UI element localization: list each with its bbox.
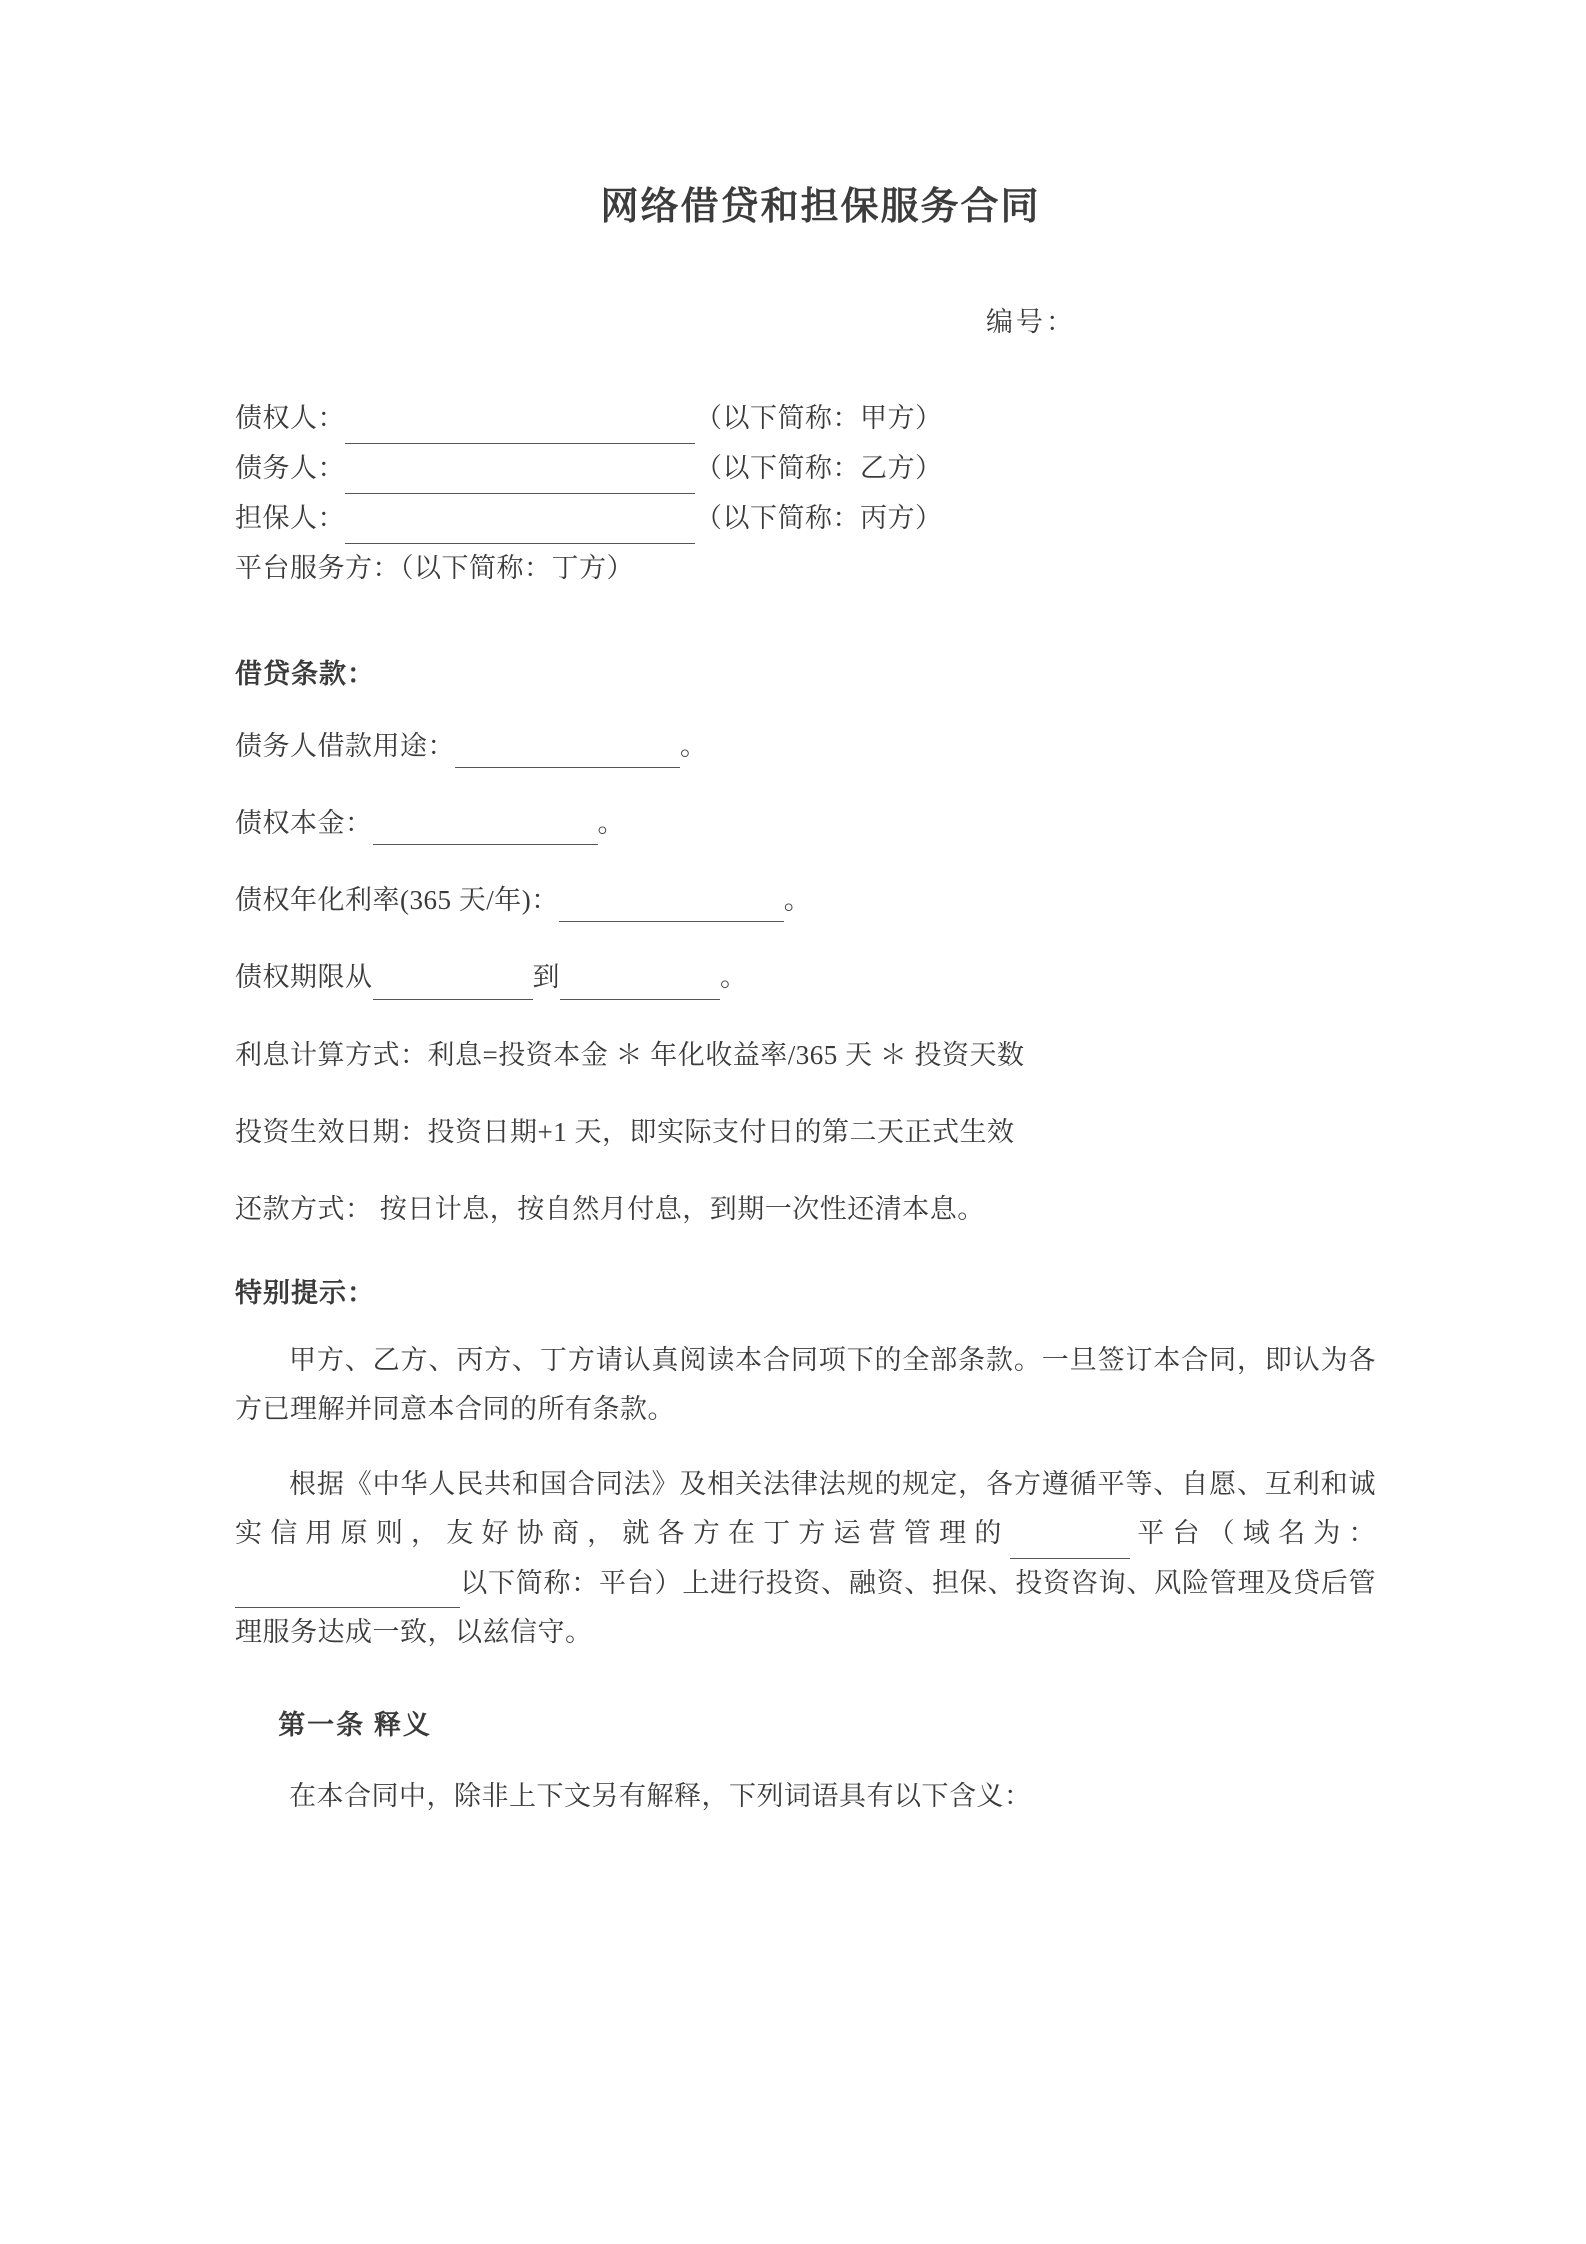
interest-rate-label: 债权年化利率(365 天/年)： xyxy=(235,885,559,916)
special-notice-paragraph-1: 甲方、乙方、丙方、丁方请认真阅读本合同项下的全部条款。一旦签订本合同，即认为各方已理解并同意本合同的所有条款。 xyxy=(235,1345,1376,1425)
period-start-blank[interactable] xyxy=(373,970,533,999)
notice-part-2: 平台（域名为： xyxy=(1129,1518,1377,1549)
effective-date-row: 投资生效日期：投资日期+1 天，即实际支付日的第二天正式生效 xyxy=(235,1116,1015,1147)
page-title: 网络借贷和担保服务合同 xyxy=(600,184,1041,228)
debtor-suffix: （以下简称：乙方） xyxy=(695,452,943,483)
special-notice-heading: 特别提示： xyxy=(235,1278,375,1309)
period-end-blank[interactable] xyxy=(560,970,720,999)
interest-calculation-row: 利息计算方式：利息=投资本金 ＊ 年化收益率/365 天 ＊ 投资天数 xyxy=(235,1039,1025,1070)
creditor-label: 债权人： xyxy=(235,403,345,433)
principal-row xyxy=(235,802,1376,845)
guarantor-row xyxy=(235,494,1376,544)
repayment-method-row: 还款方式： 按日计息，按自然月付息，到期一次性还清本息。 xyxy=(235,1193,985,1224)
loan-purpose-label: 债务人借款用途： xyxy=(235,730,455,761)
period-row xyxy=(235,956,1376,999)
debtor-input-blank[interactable] xyxy=(345,465,695,494)
interest-rate-row xyxy=(235,879,1376,922)
loan-purpose-suffix: 。 xyxy=(680,730,708,761)
principal-label: 债权本金： xyxy=(235,807,373,838)
serial-number-line xyxy=(235,300,1376,339)
domain-name-blank[interactable] xyxy=(235,1578,460,1607)
creditor-suffix: （以下简称：甲方） xyxy=(695,403,943,433)
loan-purpose-row xyxy=(235,725,1376,768)
parties-block xyxy=(235,394,1376,594)
loan-purpose-blank[interactable] xyxy=(455,739,680,768)
creditor-input-blank[interactable] xyxy=(345,415,695,444)
period-label: 债权期限从 xyxy=(235,962,373,993)
principal-suffix: 。 xyxy=(597,807,625,838)
clause-one-heading: 第一条 释义 xyxy=(278,1709,432,1740)
notice-part-3: 以下简称：平台）上进行投资、融资、担保、投资咨询、风险管理及贷后管理服务达成一致，以兹信守。 xyxy=(235,1567,1376,1647)
guarantor-input-blank[interactable] xyxy=(345,514,695,543)
serial-number-label: 编号： xyxy=(986,307,1076,337)
guarantor-suffix: （以下简称：丙方） xyxy=(695,502,943,533)
special-notice-paragraph-2 xyxy=(235,1460,1376,1657)
principal-blank[interactable] xyxy=(373,816,598,845)
debtor-row xyxy=(235,444,1376,494)
platform-row xyxy=(235,544,1376,594)
platform-name-blank[interactable] xyxy=(1010,1529,1130,1558)
loan-terms-heading: 借贷条款： xyxy=(235,658,375,689)
interest-rate-blank[interactable] xyxy=(559,893,784,922)
platform-line: 平台服务方：（以下简称：丁方） xyxy=(235,552,634,583)
creditor-row xyxy=(235,394,1376,444)
guarantor-label: 担保人： xyxy=(235,502,345,533)
debtor-label: 债务人： xyxy=(235,452,345,483)
period-mid-label: 到 xyxy=(532,962,560,993)
notice-part-1: 根据《中华人民共和国合同法》及相关法律法规的规定，各方遵循平等、自愿、互利和诚实信用原则，友好协商，就各方在丁方运营管理的 xyxy=(235,1469,1376,1549)
period-suffix: 。 xyxy=(720,962,748,993)
clause-one-paragraph: 在本合同中，除非上下文另有解释，下列词语具有以下含义： xyxy=(289,1780,1032,1811)
interest-rate-suffix: 。 xyxy=(783,885,812,916)
